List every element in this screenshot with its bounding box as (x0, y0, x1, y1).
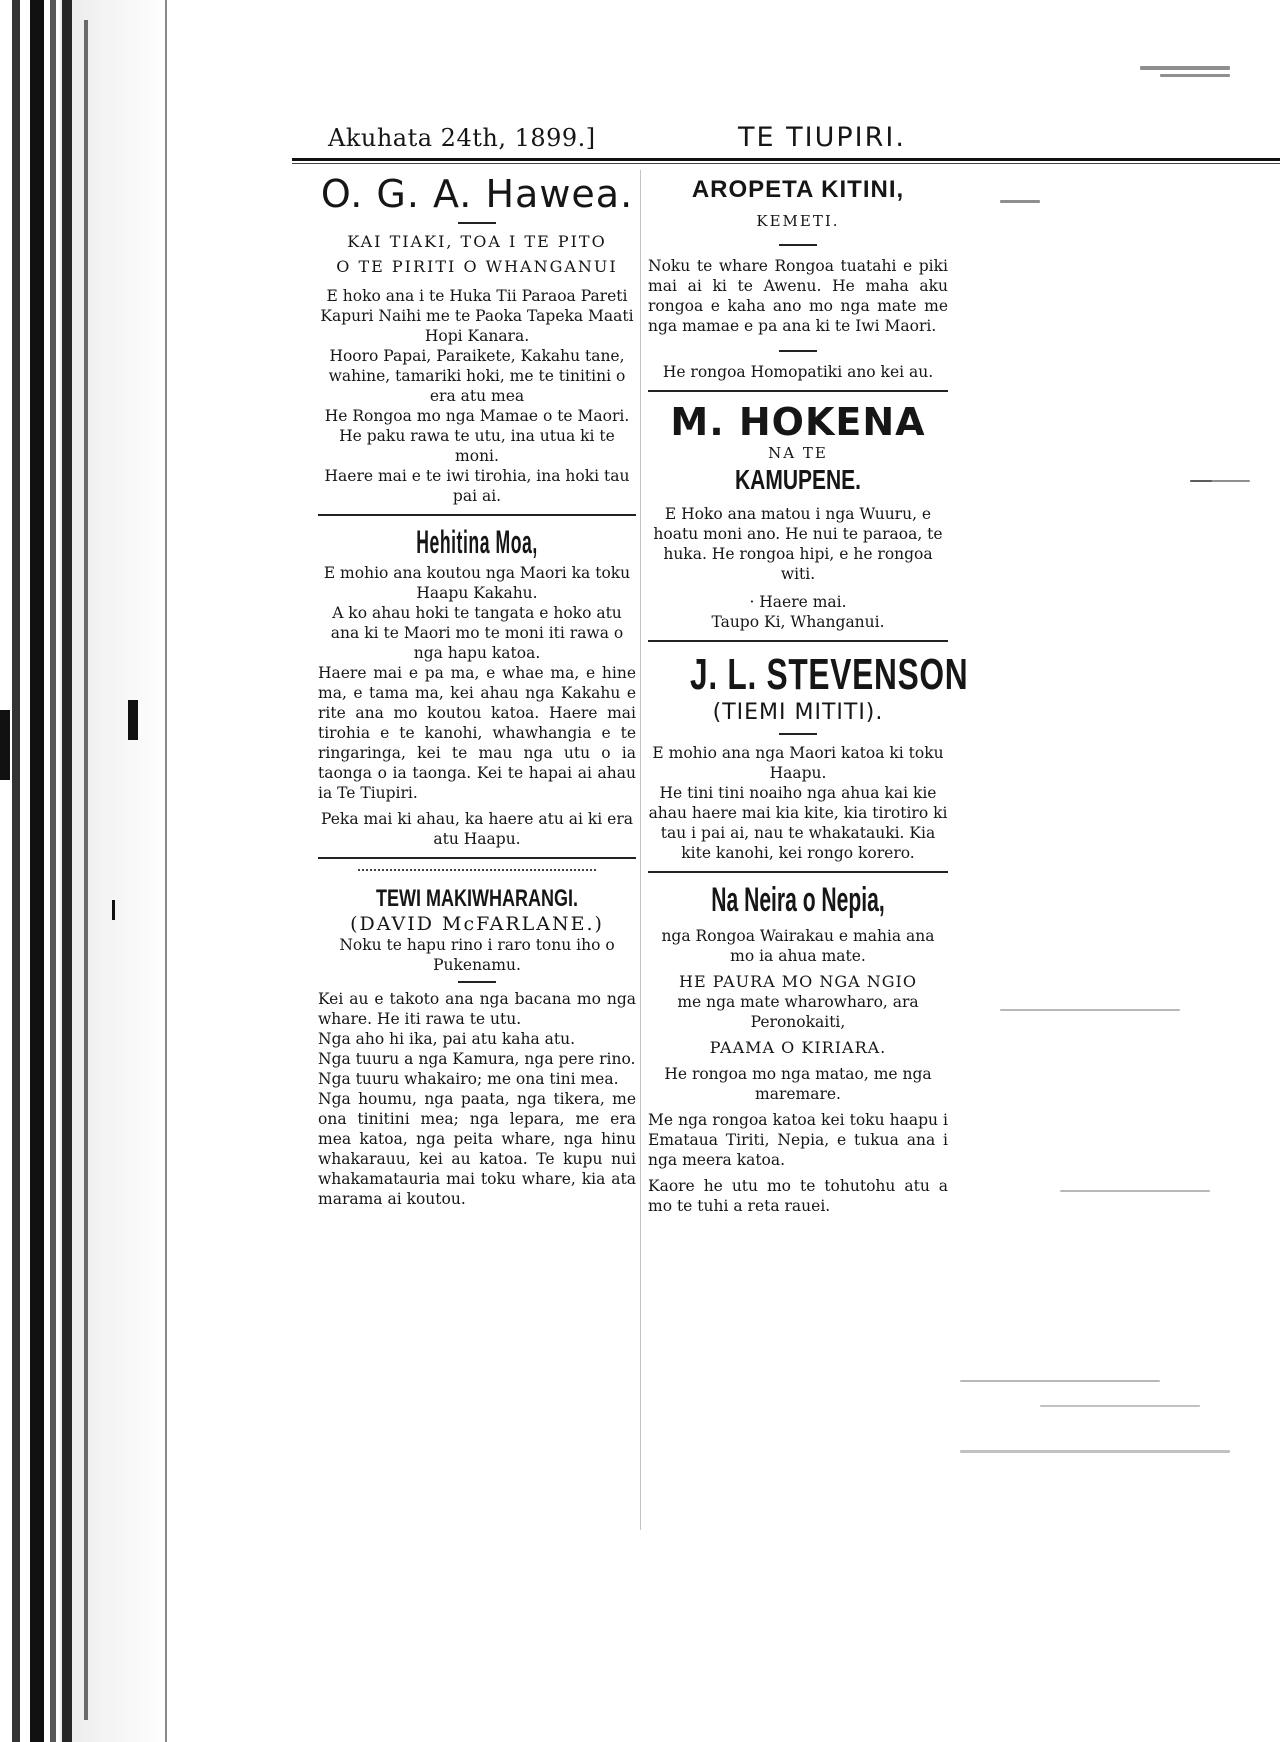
ad-title: TEWI MAKIWHARANGI. (376, 885, 578, 912)
short-rule (779, 350, 817, 352)
right-column (648, 172, 969, 1216)
section-rule (318, 857, 636, 859)
ad-paragraph: Me nga rongoa katoa kei toku haapu i Ematauа Tiriti, Nepia, e tukua ana i nga meera katoa. (648, 1111, 948, 1169)
newspaper-title: TE TIUPIRI. (738, 122, 906, 153)
ad-paragraph: E mohio ana koutou nga Maori ka toku Haapu Kakahu. (323, 564, 631, 602)
ad-neira (648, 881, 948, 1216)
ad-paragraph: · Haere mai. (749, 593, 847, 611)
ad-tewi (318, 885, 636, 1209)
ad-paragraph: He tini tini noaiho nga ahua kai kie ahau haere mai kia kite, kia tirotiro ki tau i pai ai, nau te whakatauki. Kia kite kanohi, kei rongo korero. (648, 784, 948, 862)
ad-paragraph: Haere mai e te iwi tirohia, ina hoki tau pai ai. (324, 467, 630, 505)
ad-subtitle: KAI TIAKI, TOA I TE PITO (347, 232, 607, 251)
ad-paragraph: me nga mate wharowharo, ara Peronokaiti, (677, 993, 919, 1031)
section-rule (318, 514, 636, 516)
ad-title: Hehitina Moa, (416, 524, 538, 560)
ad-paragraph: Nga aho hi ika, pai atu kaha atu. (318, 1030, 576, 1048)
ad-subtitle: O TE PIRITI O WHANGANUI (336, 257, 618, 276)
ad-paragraph: Taupo Ki, Whanganui. (711, 613, 885, 631)
header-rule-thin (292, 163, 1280, 164)
ad-subtitle: (TIEMI MITITI). (712, 700, 884, 725)
ad-hehitina (318, 524, 636, 849)
ad-paragraph: E Hoko ana matou i nga Wuuru, e hoatu moni ano. He nui te paraoa, te huka. He rongoa hipi, e he rongoa witi. (653, 505, 943, 583)
ad-paragraph: He rongoa Homopatiki ano kei au. (662, 363, 934, 381)
ad-paragraph: Hooro Papai, Paraikete, Kakahu tane, wahine, tamariki hoki, me te tinitini o era atu mea (328, 347, 626, 405)
ad-paragraph: E hoko ana i te Huka Tii Paraoa Pareti Kapuri Naihi me te Paoka Tapeka Maati Hopi Kanara. (320, 287, 634, 345)
issue-date: Akuhata 24th, 1899.] (328, 124, 596, 152)
short-rule (458, 222, 496, 224)
ad-title: AROPETA KITINI, (691, 176, 905, 203)
header-rule (292, 158, 1280, 161)
ad-paragraph: Kei au e takoto ana nga bacana mo nga whare. He iti rawa te utu. (318, 990, 636, 1028)
ad-paragraph: Nga tuuru whakairo; me ona tini mea. (318, 1070, 619, 1088)
ad-paragraph: A ko ahau hoki te tangata e hoko atu ana ki te Maori mo te moni iti rawa o nga hapu katoa. (330, 604, 624, 662)
ad-paragraph: Nga tuuru a nga Kamura, nga pere rino. (318, 1050, 636, 1068)
ad-paragraph: Haere mai e pa ma, e whae ma, e hine ma, e tama ma, kei ahau nga Kakahu e rite ana mo koutou katoa. Haere mai tirohia e te kanohi, whawhangia e te ringaringa, kei te mau nga utu o ia taonga o ia taonga. Kei te hapai ai ahau ia Te Tiupiri. (318, 664, 636, 802)
section-rule (648, 390, 948, 392)
short-rule (779, 733, 817, 735)
ad-stevenson (648, 650, 969, 863)
ad-hawea (318, 172, 636, 506)
ad-aropeta (648, 176, 948, 382)
ad-title: J. L. STEVENSON (690, 650, 969, 699)
short-rule (458, 981, 496, 983)
left-column (318, 172, 636, 1209)
ad-paragraph: Nga houmu, nga paata, nga tikera, me ona tinitini mea; nga lepara, me era mea katoa, nga peita whare, nga hinu whakarauu, kei au katoa. Te kupu nui whakamatauria mai toku whare, kia ata marama ai koutou. (318, 1090, 636, 1208)
ad-hokena (648, 400, 948, 632)
ad-paragraph: nga Rongoa Wairakau e mahia ana mo ia ahua mate. (661, 927, 935, 965)
ad-title: M. HOKENA (670, 400, 926, 444)
ad-paragraph: Noku te hapu rino i raro tonu iho o Pukenamu. (339, 936, 615, 974)
section-rule (648, 640, 948, 642)
ad-subtitle: KEMETI. (756, 212, 840, 230)
ad-company: KAMUPENE. (734, 464, 861, 495)
ad-subtitle: NA TE (768, 444, 828, 462)
page-binding-edge (0, 0, 170, 1742)
column-divider (640, 170, 641, 1530)
ad-paragraph: Kaore he utu mo te tohutohu atu a mo te tuhi a reta rauei. (648, 1177, 948, 1215)
short-rule (779, 244, 817, 246)
ad-paragraph: E mohio ana nga Maori katoa ki toku Haapu. (652, 744, 944, 782)
section-rule (648, 871, 948, 873)
ad-heading: HE PAURA MO NGA NGIO (679, 972, 917, 991)
ad-paragraph: He Rongoa mo nga Mamae o te Maori. He paku rawa te utu, ina utua ki te moni. (324, 407, 630, 465)
ad-paragraph: Peka mai ki ahau, ka haere atu ai ki era atu Haapu. (321, 810, 633, 848)
ad-paragraph: He rongoa mo nga matao, me nga maremare. (664, 1065, 932, 1103)
ad-heading: PAAMA O KIRIARA. (709, 1038, 887, 1057)
dotted-rule (358, 869, 596, 871)
ad-title: Na Neira o Nepia, (711, 881, 885, 919)
page-header (328, 118, 1280, 158)
ad-title: O. G. A. Hawea. (320, 172, 634, 216)
ad-paragraph: Noku te whare Rongoa tuatahi e piki mai ai ki te Awenu. He maha aku rongoa e kaha ano mo nga mate me nga mamae e pa ana ki te Iwi Maori. (648, 257, 948, 335)
ad-subtitle: (DAVID McFARLANE.) (350, 913, 604, 935)
